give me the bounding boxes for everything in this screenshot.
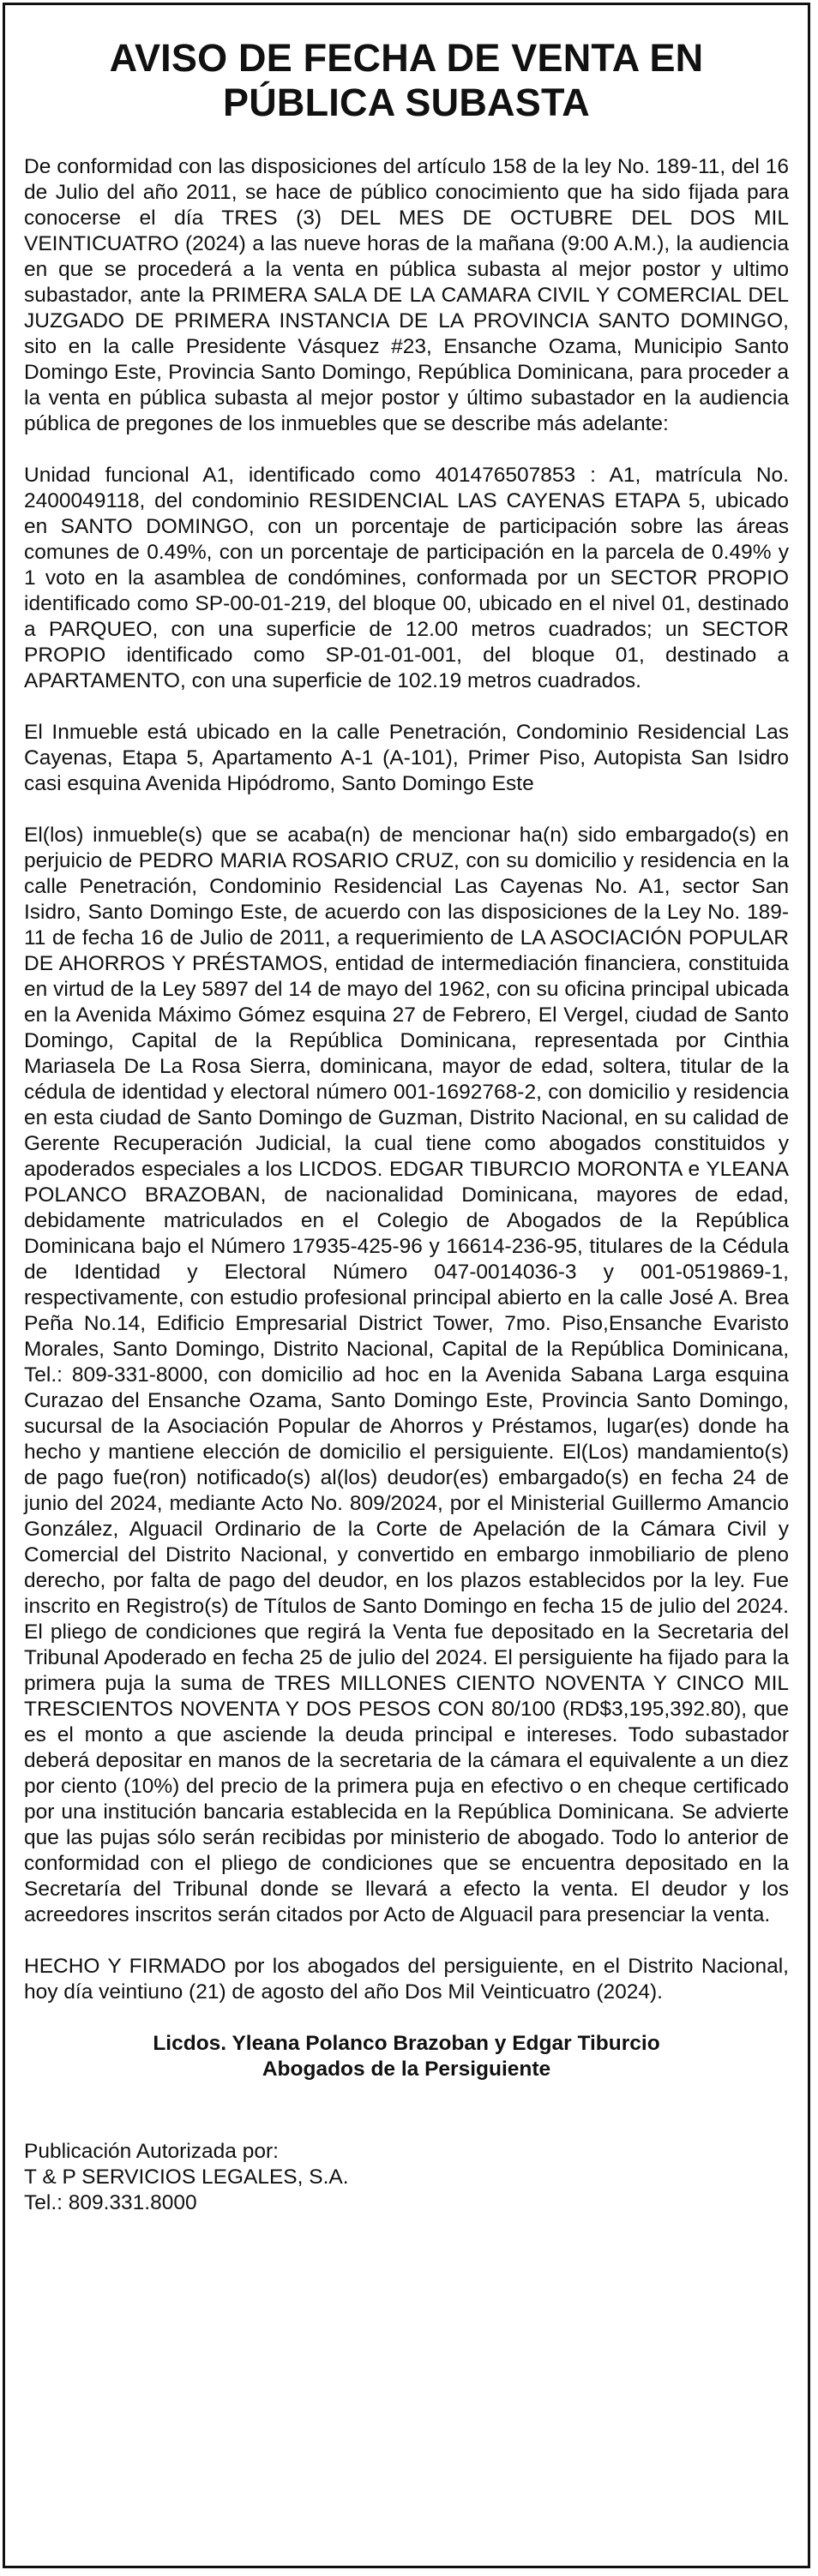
publication-info [24,2139,789,2216]
notice-title-line-2: PÚBLICA SUBASTA [223,81,590,124]
publication-phone: Tel.: 809.331.8000 [24,2191,197,2214]
paragraph-seizure-details: El(los) inmueble(s) que se acaba(n) de mencionar ha(n) sido embargado(s) en perjuicio de PEDRO MARIA ROSARIO CRUZ, con su domicilio y residencia en la calle Penetración, Condominio Residencial Las Cayenas No. A1, sector San Isidro, Santo Domingo Este, de acuerdo con las disposiciones de la Ley No. 189-11 de fecha 16 de Julio de 2011, a requerimiento de LA ASOCIACIÓN POPULAR DE AHORROS Y PRÉSTAMOS, entidad de intermediación financiera, constituida en virtud de la Ley 5897 del 14 de mayo del 1962, con su oficina principal ubicada en la Avenida Máximo Gómez esquina 27 de Febrero, El Vergel, ciudad de Santo Domingo, Capital de la República Dominicana, representada por Cinthia Mariasela De La Rosa Sierra, dominicana, mayor de edad, soltera, titular de la cédula de identidad y electoral número 001-1692768-2, con domicilio y residencia en esta ciudad de Santo Domingo de Guzman, Distrito Nacional, en su calidad de Gerente Recuperación Judicial, la cual tiene como abogados constituidos y apoderados especiales a los LICDOS. EDGAR TIBURCIO MORONTA e YLEANA POLANCO BRAZOBAN, de nacionalidad Dominicana, mayores de edad, debidamente matriculados en el Colegio de Abogados de la República Dominicana bajo el Número 17935-425-96 y 16614-236-95, titulares de la Cédula de Identidad y Electoral Número 047-0014036-3 y 001-0519869-1, respectivamente, con estudio profesional principal abierto en la calle José A. Brea Peña No.14, Edificio Empresarial District Tower, 7mo. Piso,Ensanche Evaristo Morales, Santo Domingo, Distrito Nacional, Capital de la República Dominicana, Tel.: 809-331-8000, con domicilio ad hoc en la Avenida Sabana Larga esquina Curazao del Ensanche Ozama, Santo Domingo Este, Provincia Santo Domingo, sucursal de la Asociación Popular de Ahorros y Préstamos, lugar(es) donde ha hecho y mantiene elección de domicilio el persiguiente. El(Los) mandamiento(s) de pago fue(ron) notificado(s) al(los) deudor(es) embargado(s) en fecha 24 de junio del 2024, mediante Acto No. 809/2024, por el Ministerial Guillermo Amancio González, Alguacil Ordinario de la Corte de Apelación de la Cámara Civil y Comercial del Distrito Nacional, y convertido en embargo inmobiliario de pleno derecho, por falta de pago del deudor, en los plazos establecidos por la ley. Fue inscrito en Registro(s) de Títulos de Santo Domingo en fecha 15 de julio del 2024. El pliego de condiciones que regirá la Venta fue depositado en la Secretaria del Tribunal Apoderado en fecha 25 de julio del 2024. El persiguiente ha fijado para la primera puja la suma de TRES MILLONES CIENTO NOVENTA Y CINCO MIL TRESCIENTOS NOVENTA Y DOS PESOS CON 80/100 (RD$3,195,392.80), que es el monto a que asciende la deuda principal e intereses. Todo subastador deberá depositar en manos de la secretaria de la cámara el equivalente a un diez por ciento (10%) del precio de la primera puja en efectivo o en cheque certificado por una institución bancaria establecida en la República Dominicana. Se advierte que las pujas sólo serán recibidas por ministerio de abogado. Todo lo anterior de conformidad con el pliego de condiciones que se encuentra depositado en la Secretaría del Tribunal donde se llevará a efecto la venta. El deudor y los acreedores inscritos serán citados por Acto de Alguacil para presenciar la venta. [24,824,789,1926]
notice-body [24,154,789,2005]
signature-block [24,2031,789,2082]
notice-title-line-1: AVISO DE FECHA DE VENTA EN [109,36,704,80]
signature-names: Licdos. Yleana Polanco Brazoban y Edgar Tiburcio [153,2032,660,2055]
publication-company: T & P SERVICIOS LEGALES, S.A. [24,2166,349,2189]
legal-notice [3,3,810,2568]
paragraph-property-location: El Inmueble está ubicado en la calle Penetración, Condominio Residencial Las Cayenas, Etapa 5, Apartamento A-1 (A-101), Primer Piso, Autopista San Isidro casi esquina Avenida Hipódromo, Santo Domingo Este [24,721,789,795]
signature-role: Abogados de la Persiguiente [262,2058,551,2081]
paragraph-sale-announcement: De conformidad con las disposiciones del artículo 158 de la ley No. 189-11, del 16 de Julio del año 2011, se hace de público conocimiento que ha sido fijada para conocerse el día TRES (3) DEL MES DE OCTUBRE DEL DOS MIL VEINTICUATRO (2024) a las nueve horas de la mañana (9:00 A.M.), la audiencia en que se procederá a la venta en pública subasta al mejor postor y ultimo subastador, ante la PRIMERA SALA DE LA CAMARA CIVIL Y COMERCIAL DEL JUZGADO DE PRIMERA INSTANCIA DE LA PROVINCIA SANTO DOMINGO, sito en la calle Presidente Vásquez #23, Ensanche Ozama, Municipio Santo Domingo Este, Provincia Santo Domingo, República Dominicana, para proceder a la venta en pública subasta al mejor postor y último subastador en la audiencia pública de pregones de los inmuebles que se describe más adelante: [24,155,789,435]
paragraph-signed-statement: HECHO Y FIRMADO por los abogados del persiguiente, en el Distrito Nacional, hoy día veintiuno (21) de agosto del año Dos Mil Veinticuatro (2024). [24,1955,789,2004]
notice-title [31,36,782,125]
publication-authorized-label: Publicación Autorizada por: [24,2140,279,2163]
paragraph-property-description: Unidad funcional A1, identificado como 401476507853 : A1, matrícula No. 2400049118, del condominio RESIDENCIAL LAS CAYENAS ETAPA 5, ubicado en SANTO DOMINGO, con un porcentaje de participación sobre las áreas comunes de 0.49%, con un porcentaje de participación en la parcela de 0.49% y 1 voto en la asamblea de condómines, conformada por un SECTOR PROPIO identificado como SP-00-01-219, del bloque 00, ubicado en el nivel 01, destinado a PARQUEO, con una superficie de 12.00 metros cuadrados; un SECTOR PROPIO identificado como SP-01-01-001, del bloque 01, destinado a APARTAMENTO, con una superficie de 102.19 metros cuadrados. [24,464,789,692]
